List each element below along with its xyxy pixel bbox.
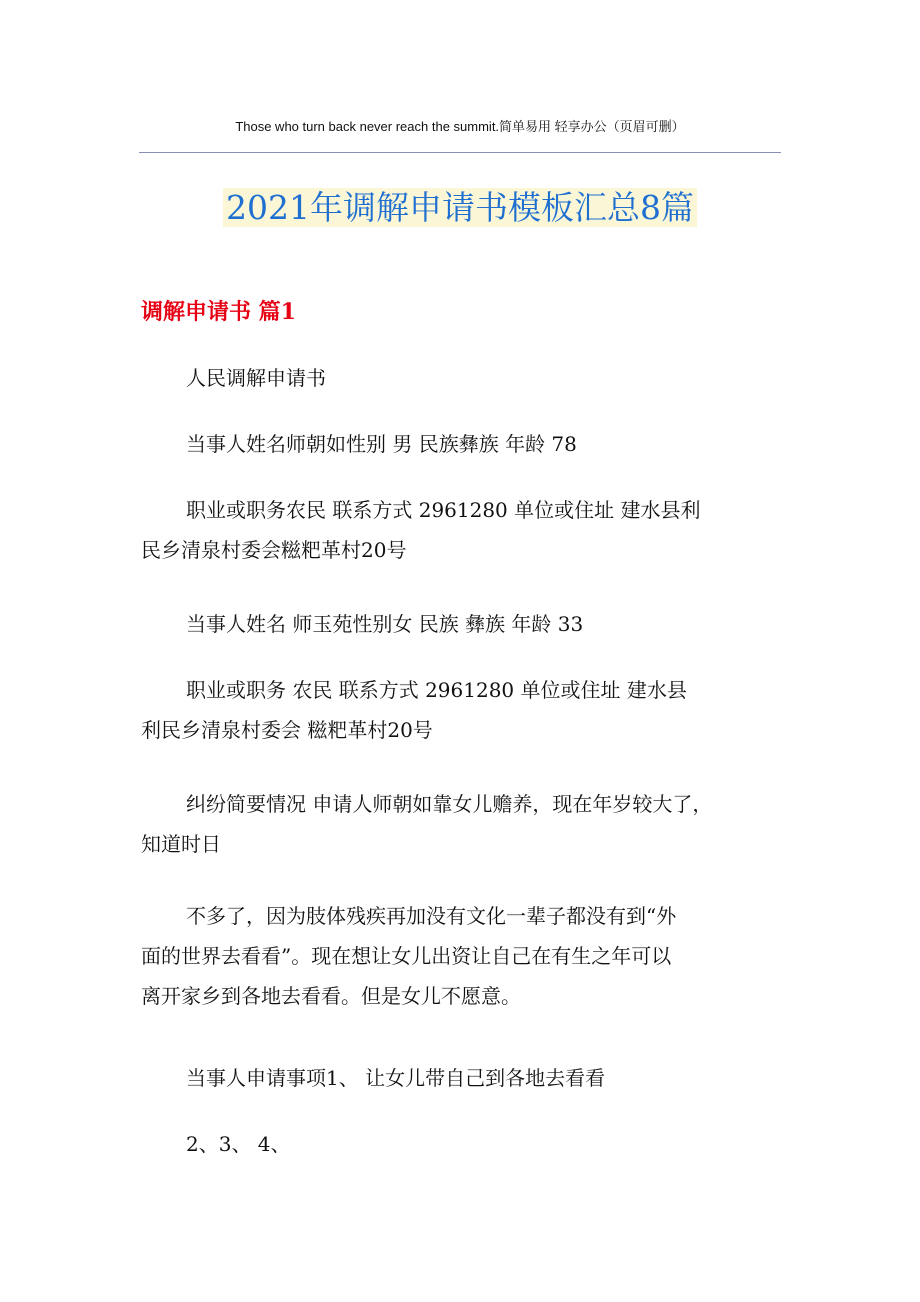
page-header: Those who turn back never reach the summit.简单易用 轻享办公（页眉可删） bbox=[235, 119, 685, 134]
paragraph-2 bbox=[141, 424, 791, 464]
paragraph-line: 当事人申请事项1、 让女儿带自己到各地去看看 bbox=[186, 1066, 606, 1090]
paragraph-5 bbox=[141, 670, 791, 750]
paragraph-line: 当事人姓名 师玉苑性别女 民族 彝族 年龄 33 bbox=[186, 612, 584, 636]
paragraph-line: 利民乡清泉村委会 糍粑革村20号 bbox=[141, 718, 433, 742]
paragraph-line: 知道时日 bbox=[141, 832, 221, 856]
paragraph-3 bbox=[141, 490, 791, 570]
paragraph-6 bbox=[141, 784, 791, 864]
header-divider bbox=[139, 152, 781, 153]
document-title bbox=[0, 184, 920, 232]
document-title-text: 2021年调解申请书模板汇总8篇 bbox=[223, 188, 697, 227]
paragraph-line: 离开家乡到各地去看看。但是女儿不愿意。 bbox=[141, 984, 521, 1008]
paragraph-9 bbox=[141, 1124, 791, 1164]
paragraph-line: 人民调解申请书 bbox=[186, 366, 326, 390]
paragraph-line: 面的世界去看看”。现在想让女儿出资让自己在有生之年可以 bbox=[141, 944, 672, 968]
paragraph-line: 纠纷简要情况 申请人师朝如靠女儿赡养，现在年岁较大了， bbox=[186, 792, 713, 816]
paragraph-line: 不多了，因为肢体残疾再加没有文化一辈子都没有到“外 bbox=[186, 904, 677, 928]
paragraph-1 bbox=[141, 358, 791, 398]
paragraph-4 bbox=[141, 604, 791, 644]
paragraph-line: 民乡清泉村委会糍粑革村20号 bbox=[141, 538, 407, 562]
section-heading: 调解申请书 篇1 bbox=[141, 299, 296, 325]
paragraph-line: 当事人姓名师朝如性别 男 民族彝族 年龄 78 bbox=[186, 432, 577, 456]
paragraph-8 bbox=[141, 1058, 791, 1098]
paragraph-7 bbox=[141, 896, 791, 1016]
paragraph-line: 职业或职务 农民 联系方式 2961280 单位或住址 建水县 bbox=[186, 678, 687, 702]
paragraph-line: 职业或职务农民 联系方式 2961280 单位或住址 建水县利 bbox=[186, 498, 701, 522]
paragraph-line: 2、3、 4、 bbox=[186, 1132, 291, 1156]
